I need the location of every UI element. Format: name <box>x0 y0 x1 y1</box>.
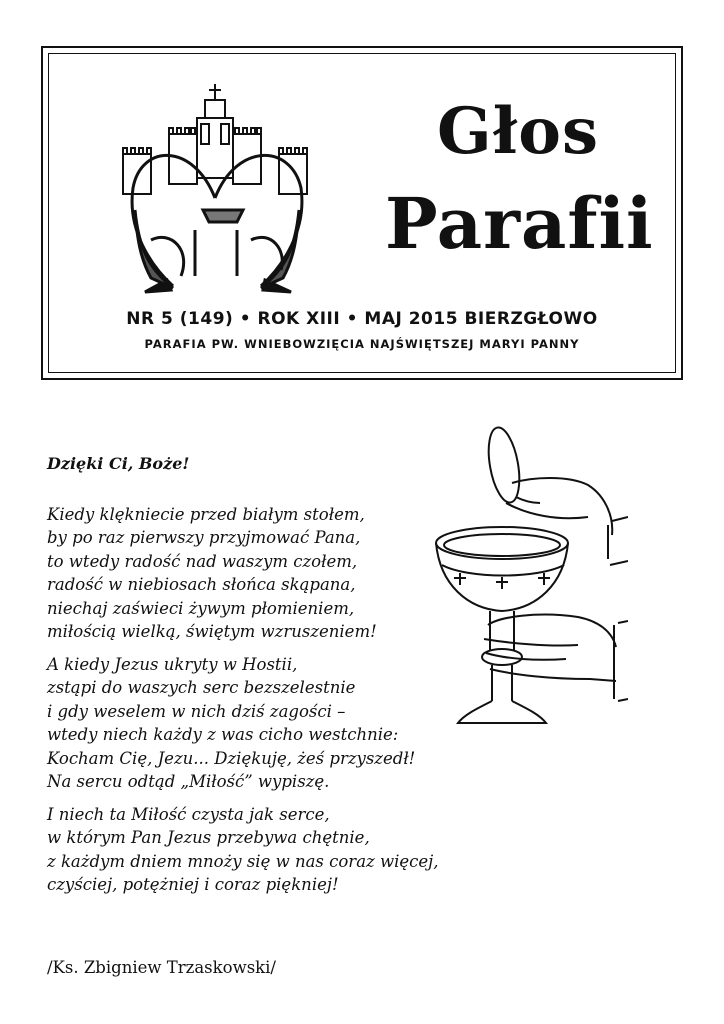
poem-line: A kiedy Jezus ukryty w Hostii, <box>47 654 298 674</box>
masthead-title-line-1: Głos <box>437 94 599 169</box>
poem <box>47 452 517 906</box>
poem-author: /Ks. Zbigniew Trzaskowski/ <box>47 958 276 977</box>
poem-line: miłością wielką, świętym wzruszeniem! <box>47 622 377 641</box>
poem-line: czyściej, potężniej i coraz piękniej! <box>47 875 339 894</box>
poem-title: Dzięki Ci, Boże! <box>47 454 190 473</box>
poem-line: Na sercu odtąd „Miłość” wypiszę. <box>47 772 330 791</box>
parish-name: PARAFIA PW. WNIEBOWZIĘCIA NAJŚWIĘTSZEJ MARYI PANNY <box>144 337 580 351</box>
masthead-frame <box>41 46 683 380</box>
stanza-1 <box>47 503 517 644</box>
poem-line: z każdym dniem mnoży się w nas coraz więcej, <box>47 851 439 871</box>
poem-line: to wtedy radość nad waszym czołem, <box>47 551 358 571</box>
parish-logo-icon <box>111 80 331 300</box>
poem-line: Kiedy klękniecie przed białym stołem, <box>47 504 365 524</box>
masthead-inner-frame <box>48 53 676 373</box>
poem-line: Kocham Cię, Jezu... Dziękuję, żeś przyszedł! <box>47 748 416 768</box>
poem-line: wtedy niech każdy z was cicho westchnie: <box>47 725 399 744</box>
issue-info: NR 5 (149) • ROK XIII • MAJ 2015 BIERZGŁOWO <box>126 309 598 329</box>
stanza-2 <box>47 653 517 794</box>
poem-line: radość w niebiosach słońca skąpana, <box>47 575 356 594</box>
stanza-3 <box>47 803 517 897</box>
poem-line: zstąpi do waszych serc bezszelestnie <box>47 678 356 697</box>
poem-line: by po raz pierwszy przyjmować Pana, <box>47 528 361 547</box>
poem-line: niechaj zaświeci żywym płomieniem, <box>47 598 355 618</box>
masthead-title-line-2: Parafii <box>385 182 654 265</box>
poem-line: w którym Pan Jezus przebywa chętnie, <box>47 828 370 847</box>
poem-line: I niech ta Miłość czysta jak serce, <box>47 804 330 824</box>
poem-line: i gdy weselem w nich dziś zagości – <box>47 701 346 721</box>
